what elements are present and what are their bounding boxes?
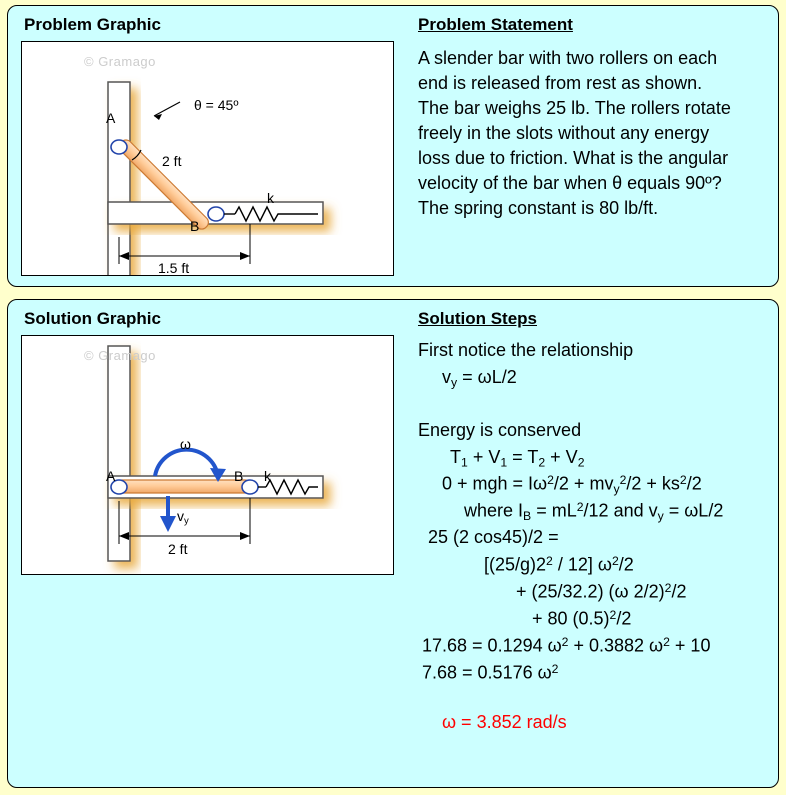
label-point-b-solution: B (234, 468, 244, 484)
problem-graphic-heading: Problem Graphic (24, 15, 161, 34)
step-line-11: 17.68 = 0.1294 $\omega^2 + 0.3882$ $\omega^2 + 10$ (422, 635, 711, 656)
label-spring-k-solution: k (264, 468, 271, 484)
statement-line: The spring constant is 80 lb/ft. (418, 198, 659, 218)
problem-diagram-svg (22, 42, 393, 275)
problem-graphic (21, 41, 394, 276)
problem-statement-heading: Problem Statement (418, 15, 573, 34)
statement-line: freely in the slots without any energy (418, 123, 710, 143)
step-line-2: $v_y = \omega L/2$ (442, 367, 517, 390)
label-horizontal-dim: 1.5 ft (158, 260, 190, 276)
label-point-b-problem: B (190, 218, 200, 234)
step-line-9: + (25/32.2) (ω 2/2)$^2$/2 (516, 581, 687, 602)
watermark-solution: © Gramago (84, 348, 156, 363)
label-point-a-problem: A (106, 110, 116, 126)
label-vy-solution (177, 508, 189, 527)
solution-diagram-svg (22, 336, 393, 574)
solution-steps-heading: Solution Steps (418, 309, 537, 328)
label-spring-k-problem: k (267, 190, 274, 206)
statement-line: velocity of the bar when θ equals 90º? (418, 173, 722, 193)
label-omega-solution: ω (180, 436, 191, 452)
watermark-problem: © Gramago (84, 54, 156, 69)
problem-panel (7, 5, 779, 287)
step-line-1: First notice the relationship (418, 340, 634, 360)
label-bar-length-problem: 2 ft (162, 153, 182, 169)
step-line-3: Energy is conserved (418, 420, 582, 440)
step-line-7: 25 (2 cos45)/2 = (428, 527, 559, 547)
statement-line: loss due to friction. What is the angular (418, 148, 729, 168)
step-line-5: 0 + mgh = $I\omega^2/2 + mv_y^2/2 + ks^2/2$ (442, 473, 702, 496)
step-line-4: $T_1 + V_1 = T_2 + V_2$ (450, 447, 585, 470)
step-line-6: where $I_B = mL^2/12$ and $v_y = \omega L/2$ (464, 500, 724, 523)
solution-graphic-heading: Solution Graphic (24, 309, 161, 328)
statement-line: A slender bar with two rollers on each (418, 48, 718, 68)
solution-panel (7, 299, 779, 788)
step-line-10: + 80 $(0.5)^2/2$ (532, 608, 632, 629)
label-bar-length-solution: 2 ft (168, 541, 188, 557)
label-point-a-solution: A (106, 468, 116, 484)
label-vy-sub: y (184, 515, 189, 527)
label-vy-base: v (177, 508, 184, 524)
step-line-8: $[(25/g)2^2 / 12]$ $\omega^2/2$ (484, 554, 634, 575)
statement-line: The bar weighs 25 lb. The rollers rotate (418, 98, 731, 118)
solution-graphic (21, 335, 394, 575)
statement-line: end is released from rest as shown. (418, 73, 703, 93)
final-answer: ω = 3.852 rad/s (442, 712, 567, 732)
step-line-12: 7.68 = 0.5176 $\omega^2$ (422, 662, 559, 683)
label-theta: θ = 45º (194, 97, 239, 113)
